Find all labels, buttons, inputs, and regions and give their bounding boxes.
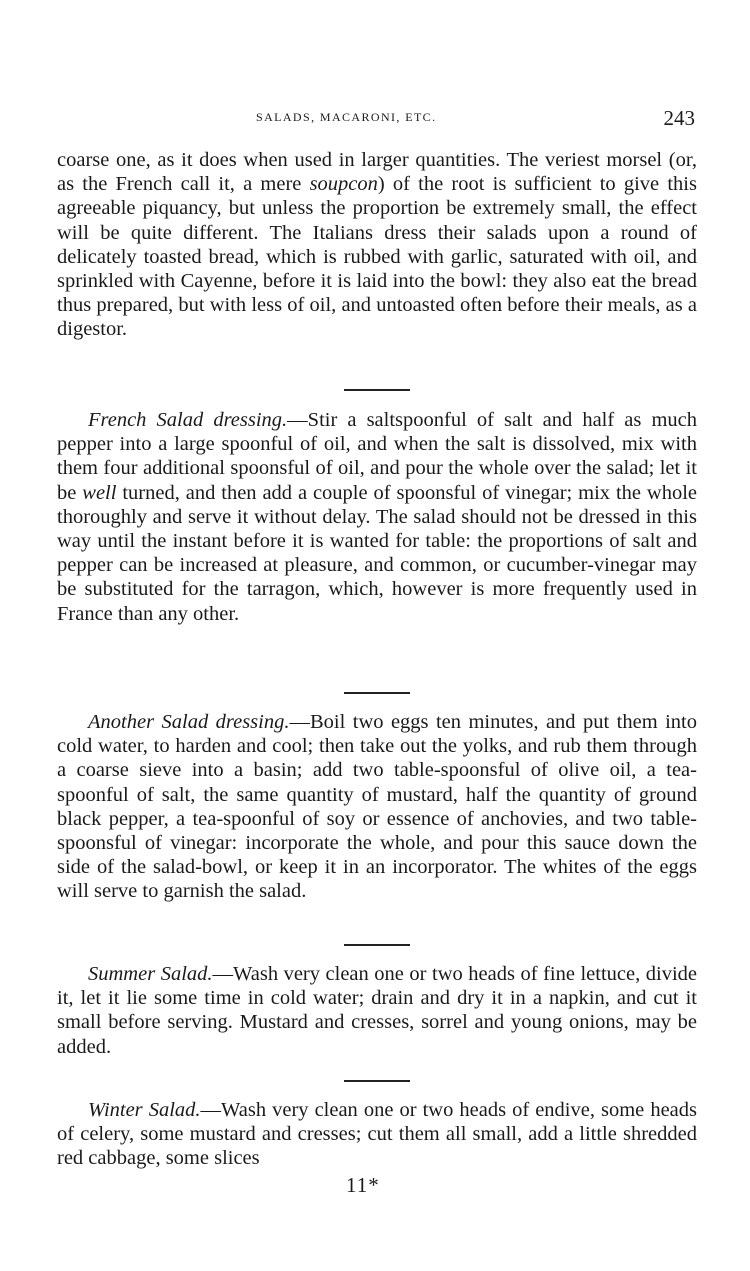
section-divider bbox=[344, 944, 410, 946]
recipe-another-salad-dressing bbox=[57, 710, 697, 904]
section-divider bbox=[344, 389, 410, 391]
paragraph-fragment: coarse one, as it does when used in larger quantities. The veriest morsel (or, as the French call it, a mere bbox=[57, 149, 697, 196]
recipe-title: French Salad dressing. bbox=[88, 409, 288, 431]
paragraph-fragment: turned, and then add a couple of spoonsful of vinegar; mix the whole thoroughly and serve it without delay. The salad should not be dressed in this way until the instant before it is wanted for table: the proportions of salt and pepper can be increased at pleasure, and common, or cucumber-vinegar may be substituted for the tarragon, which, however is more frequently used in France than any other. bbox=[57, 481, 698, 625]
recipe-french-salad-dressing bbox=[57, 408, 697, 626]
signature-mark: 11* bbox=[346, 1173, 380, 1197]
paragraph-text bbox=[57, 962, 697, 1059]
paragraph-text bbox=[57, 408, 697, 626]
paragraph-fragment: —Wash very clean one or two heads of fine lettuce, divide it, let it lie some time in cold water; drain and dry it in a napkin, and cut it small before serving. Mustard and cresses, sorrel and young onions, may be added. bbox=[57, 963, 697, 1058]
italic-word: well bbox=[82, 481, 117, 504]
paragraph-fragment: —Boil two eggs ten minutes, and put them into cold water, to harden and cool; then take out the yolks, and rub them through a coarse sieve into a basin; add two table-spoonsful of olive oil, a tea-spoonful of salt, the same quantity of mustard, half the quantity of ground black pepper, a tea-spoonful of soy or essence of anchovies, and two table-spoonsful of vinegar: incorporate the whole, and pour this sauce down the side of the salad-bowl, or keep it in an incorporator. The whites of the eggs will serve to garnish the salad. bbox=[57, 711, 697, 903]
paragraph-text bbox=[57, 148, 697, 342]
paragraph-text bbox=[57, 710, 697, 904]
paragraph-continuation bbox=[57, 148, 697, 342]
recipe-title: Winter Salad. bbox=[88, 1099, 201, 1121]
paragraph-text bbox=[57, 1098, 697, 1171]
paragraph-fragment: —Wash very clean one or two heads of endive, some heads of celery, some mustard and cresses; cut them all small, add a little shredded red cabbage, some slices bbox=[57, 1099, 697, 1170]
recipe-winter-salad bbox=[57, 1098, 697, 1171]
recipe-title: Summer Salad. bbox=[88, 963, 213, 985]
section-divider bbox=[344, 1080, 410, 1082]
page-header bbox=[60, 106, 700, 136]
recipe-summer-salad bbox=[57, 962, 697, 1059]
paragraph-fragment: —Stir a saltspoonful of salt and half as much pepper into a large spoonful of oil, and when the salt is dissolved, mix with them four additional spoonsful of oil, and pour the whole over the salad; let it be bbox=[57, 409, 697, 504]
section-divider bbox=[344, 692, 410, 694]
running-title: SALADS, MACARONI, ETC. bbox=[256, 110, 437, 124]
paragraph-fragment: ) of the root is sufficient to give this agreeable piquancy, but unless the proportion be extremely small, the effect will be quite different. The Italians dress their salads upon a round of delicately toasted bread, which is rubbed with garlic, saturated with oil, and sprinkled with Cayenne, before it is laid into the bowl: they also eat the bread thus prepared, but with less of oil, and untoasted often before their meals, as a digestor. bbox=[57, 173, 697, 341]
recipe-title: Another Salad dressing. bbox=[88, 711, 290, 733]
italic-word: soupcon bbox=[309, 173, 378, 196]
page-number: 243 bbox=[663, 106, 695, 130]
